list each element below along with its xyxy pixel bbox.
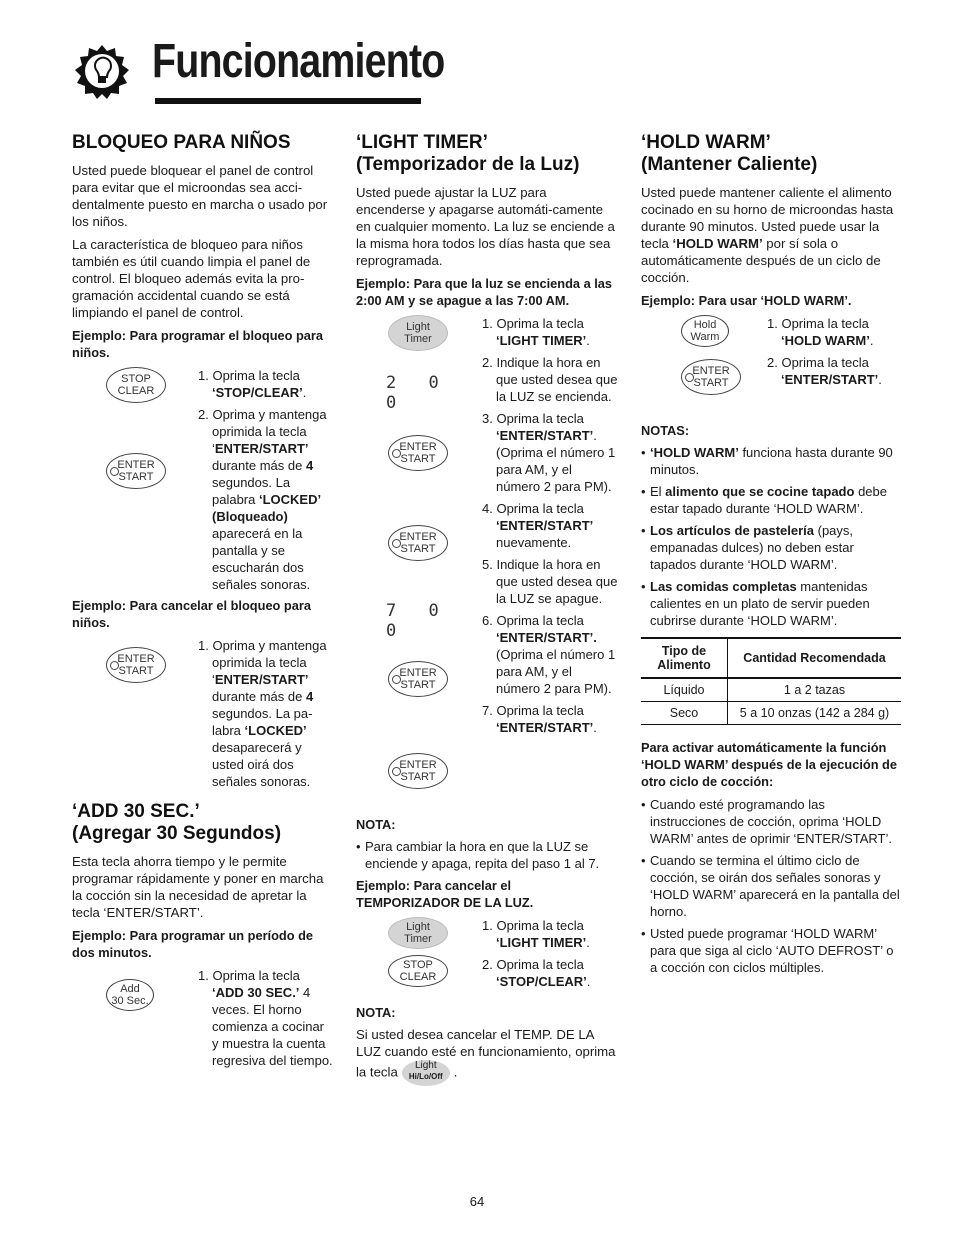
cancel-lock-steps: [72, 637, 334, 795]
enter-start-key[interactable]: ENTER START: [388, 525, 448, 561]
note-heading-2: NOTA:: [356, 1005, 396, 1020]
stop-clear-key[interactable]: STOP CLEAR: [106, 367, 166, 403]
note-complete-meals: • Las comidas completas mantenidas calientes en un plato de servir pueden cubrirse durante ‘HOLD WARM’.: [641, 578, 903, 629]
light-timer-steps: [356, 315, 618, 813]
cancel-light-step-2: 2. Oprima la tecla ‘STOP/CLEAR’.: [482, 957, 591, 989]
light-step-2: 2. Indique la hora en que usted desea que la LUZ se encienda.: [482, 355, 618, 404]
display-digits-on: 2 0 0: [386, 373, 450, 413]
enter-start-key[interactable]: ENTER START: [388, 661, 448, 697]
cancel-light-step-1: 1. Oprima la tecla ‘LIGHT TIMER’.: [482, 918, 590, 950]
set-lock-step-1: 1. Oprima la tecla ‘STOP/CLEAR’.: [198, 368, 307, 400]
example-two-minutes: Ejemplo: Para programar un período de dos minutos.: [72, 928, 314, 960]
cancel-lock-step-1: 1. Oprima y mantenga oprimida la tecla ‘ENTER/START’ durante más de 4 segundos. La pa-labra ‘LOCKED’ desaparecerá y usted oirá dos señales sonoras.: [198, 638, 327, 789]
light-timer-key[interactable]: Light Timer: [388, 917, 448, 949]
auto-note-3: • Usted puede programar ‘HOLD WARM’ para que siga al ciclo ‘AUTO DEFROST’ o a cocción con ciclos múltiples.: [641, 925, 903, 976]
note-heading: NOTA:: [356, 817, 396, 832]
enter-start-key[interactable]: ENTER START: [388, 435, 448, 471]
display-digits-off: 7 0 0: [386, 601, 450, 641]
auto-hold-warm-heading: Para activar automáticamente la función ‘HOLD WARM’ después de la ejecución de otro ciclo de cocción:: [641, 740, 897, 789]
note-repeat-steps: • Para cambiar la hora en que la LUZ se enciende y apaga, repita del paso 1 al 7.: [356, 838, 618, 872]
note-cancel-running: Si usted desea cancelar el TEMP. DE LA LUZ cuando esté en funcionamiento, oprima la tecla Light Hi/Lo/Off .: [356, 1026, 618, 1086]
enter-start-key[interactable]: ENTER START: [106, 647, 166, 683]
set-lock-step-2: 2. Oprima y mantenga oprimida la tecla ‘ENTER/START’ durante más de 4 segundos. La palabra ‘LOCKED’ (Bloqueado) aparecerá en la pantalla y se escucharán dos señales sonoras.: [198, 407, 327, 592]
enter-start-key[interactable]: ENTER START: [681, 359, 741, 395]
auto-note-2: • Cuando se termina el último ciclo de cocción, se oirán dos señales sonoras y ‘HOLD WARM’ aparecerá en la pantalla del horno.: [641, 852, 903, 920]
table-row: Líquido 1 a 2 tazas: [641, 678, 901, 702]
light-step-6: 6. Oprima la tecla ‘ENTER/START’. (Oprima el número 1 para AM, y el número 2 para PM).: [482, 613, 616, 696]
light-step-1: 1. Oprima la tecla ‘LIGHT TIMER’.: [482, 316, 590, 348]
add-30-sec-key[interactable]: Add 30 Sec.: [106, 979, 154, 1011]
enter-start-key[interactable]: ENTER START: [106, 453, 166, 489]
light-step-3: 3. Oprima la tecla ‘ENTER/START’. (Oprima el número 1 para AM, y el número 2 para PM).: [482, 411, 616, 494]
light-timer-description: Usted puede ajustar la LUZ para encenderse y apagarse automáti-camente en cualquier momento. La luz se enciende a la misma hora todos los días hasta que sea reprogramada.: [356, 185, 615, 268]
lightbulb-icon: [74, 44, 130, 100]
stop-clear-key[interactable]: STOP CLEAR: [388, 955, 448, 987]
hold-warm-key[interactable]: Hold Warm: [681, 315, 729, 347]
set-lock-steps: [72, 367, 334, 593]
column-hold-warm: [641, 132, 903, 981]
page-title: Funcionamiento: [152, 35, 445, 88]
example-cancel-lock: Ejemplo: Para cancelar el bloqueo para niños.: [72, 598, 311, 630]
example-set-lock: Ejemplo: Para programar el bloqueo para niños.: [72, 328, 324, 360]
example-cancel-light-timer: Ejemplo: Para cancelar el TEMPORIZADOR DE LA LUZ.: [356, 878, 534, 910]
light-timer-heading: ‘LIGHT TIMER’ (Temporizador de la Luz): [356, 132, 580, 175]
note-90-minutes: • ‘HOLD WARM’ funciona hasta durante 90 minutos.: [641, 444, 903, 478]
hold-warm-step-1: 1. Oprima la tecla ‘HOLD WARM’.: [767, 316, 874, 348]
light-timer-key[interactable]: Light Timer: [388, 315, 448, 351]
light-step-4: 4. Oprima la tecla ‘ENTER/START’ nuevamente.: [482, 501, 594, 550]
notes-heading: NOTAS:: [641, 423, 690, 438]
auto-note-1: • Cuando esté programando las instrucciones de cocción, oprima ‘HOLD WARM’ antes de oprimir ‘ENTER/START’.: [641, 796, 903, 847]
child-lock-description: La característica de bloqueo para niños también es útil cuando limpia el panel de control. El bloqueo además evita la pro-gramación accidental cuando se está limpiando el panel de control.: [72, 237, 311, 320]
note-pastries: • Los artículos de pastelería (pays, empanadas dulces) no deben estar tapados durante ‘HOLD WARM’.: [641, 522, 903, 573]
column-child-lock: [72, 132, 334, 1091]
title-rule: [155, 98, 421, 104]
add-30-sec-steps: [72, 967, 334, 1087]
add-30-sec-description: Esta tecla ahorra tiempo y le permite programar rápidamente y poner en marcha la cocción sin la necesidad de apretar la tecla ‘ENTER/START’.: [72, 854, 324, 920]
note-covered-food: • El alimento que se cocine tapado debe estar tapado durante ‘HOLD WARM’.: [641, 483, 903, 517]
light-step-7: 7. Oprima la tecla ‘ENTER/START’.: [482, 703, 597, 735]
page-number: 64: [469, 1194, 485, 1209]
hold-warm-step-2: 2. Oprima la tecla ‘ENTER/START’.: [767, 355, 882, 387]
child-lock-intro: Usted puede bloquear el panel de control para evitar que el microondas sea acci-dentalmente puesto en marcha o usado por los niños.: [72, 163, 328, 229]
cancel-light-steps: [356, 917, 618, 993]
table-header-food-type: Tipo de Alimento: [641, 638, 728, 678]
light-hi-lo-off-key[interactable]: Light Hi/Lo/Off: [402, 1060, 450, 1086]
column-light-timer: [356, 132, 618, 1092]
light-step-5: 5. Indique la hora en que usted desea que la LUZ se apague.: [482, 557, 618, 606]
table-header-quantity: Cantidad Recomendada: [728, 638, 902, 678]
hold-warm-steps: [641, 315, 903, 411]
hold-warm-heading: ‘HOLD WARM’ (Mantener Caliente): [641, 132, 818, 175]
food-quantity-table: [641, 637, 901, 725]
add-30-sec-heading: ‘ADD 30 SEC.’ (Agregar 30 Segundos): [72, 801, 282, 844]
hold-warm-description: Usted puede mantener caliente el alimento cocinado en su horno de microondas hasta durante 90 minutos. Usted puede usar la tecla ‘HOLD WARM’ por sí sola o automáticamente después de un ciclo de cocción.: [641, 185, 894, 285]
child-lock-heading: BLOQUEO PARA NIÑOS: [72, 132, 291, 153]
table-row: Seco 5 a 10 onzas (142 a 284 g): [641, 702, 901, 725]
example-hold-warm: Ejemplo: Para usar ‘HOLD WARM’.: [641, 293, 852, 308]
add-30-sec-step-1: 1. Oprima la tecla ‘ADD 30 SEC.’ 4 veces. El horno comienza a cocinar y muestra la cuenta regresiva del tiempo.: [198, 968, 333, 1068]
example-light-on-off: Ejemplo: Para que la luz se encienda a las 2:00 AM y se apague a las 7:00 AM.: [356, 276, 613, 308]
enter-start-key[interactable]: ENTER START: [388, 753, 448, 789]
